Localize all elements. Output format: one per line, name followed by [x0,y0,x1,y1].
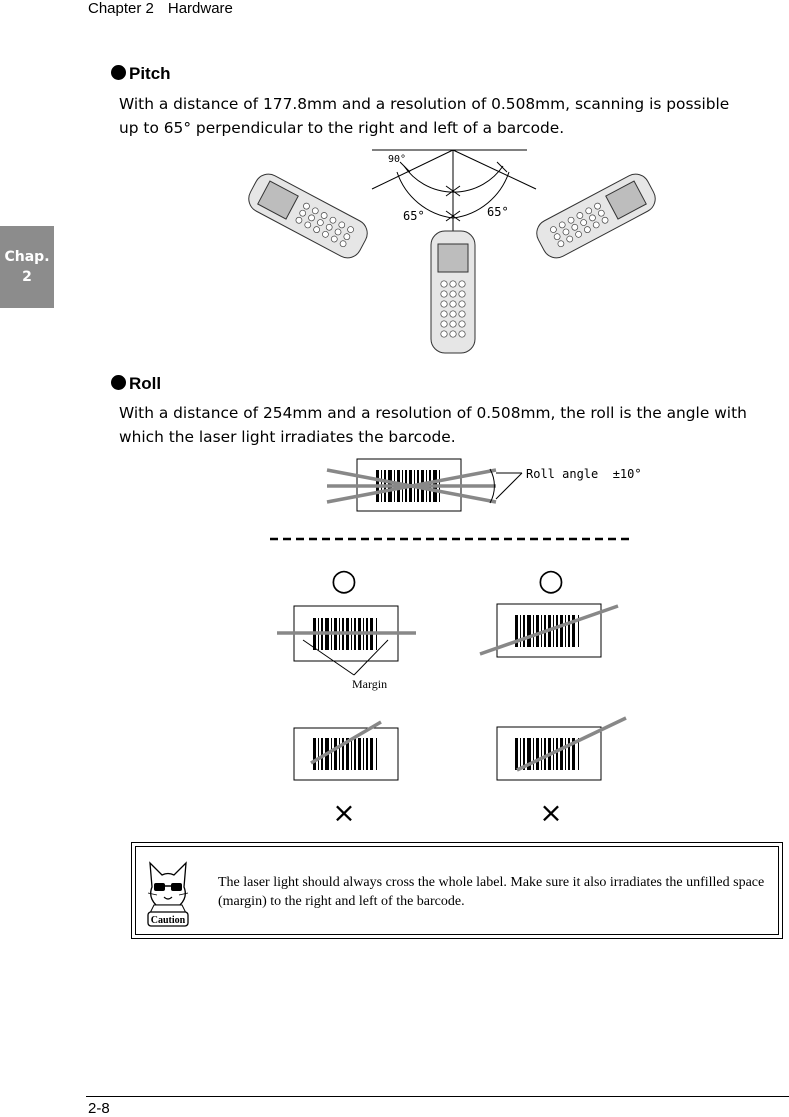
caution-text: The laser light should always cross the whole label. Make sure it also irradiates the unfilled space (margin) to the right and left of the barcode. [218,875,765,909]
bullet-icon [111,375,126,390]
chapter-title: Hardware [167,0,233,17]
roll-description [119,401,789,449]
angle-65-right-label: 65° [487,205,509,219]
caution-icon-label: Caution [150,915,186,926]
angle-90-label: 90° [388,154,407,165]
roll-text-line1: With a distance of 254mm and a resolution of 0.508mm, the roll is the angle with [119,404,747,422]
margin-label: Margin [352,677,388,691]
roll-title: Roll [129,374,162,393]
ng-example-steep-left [294,722,398,780]
ok-example-horizontal [277,606,416,691]
roll-angle-label: Roll angle ±10° [526,467,642,481]
roll-text-line2: which the laser light irradiates the barcode. [119,428,456,446]
caution-box [131,842,783,939]
ng-example-steep-right [497,718,626,780]
handheld-terminal-right [532,169,660,263]
roll-angle-diagram [327,459,642,511]
handheld-terminal-left [244,169,372,263]
chapter-tab-number: 2 [22,269,32,285]
caution-cat-icon [144,857,192,929]
ng-mark-right: × [539,796,563,829]
pitch-text-line2: up to 65° perpendicular to the right and left of a barcode. [119,119,565,137]
angle-65-left-label: 65° [403,209,425,223]
chapter-tab-label: Chap. [4,249,50,265]
footer-divider [86,1096,789,1097]
ok-mark-right: ○ [537,563,565,598]
ok-example-diagonal [480,604,618,657]
page-number: 2-8 [88,1100,110,1117]
chapter-label: Chapter 2 [88,0,154,17]
pitch-diagram [244,150,660,353]
ok-mark-left: ○ [330,563,358,598]
roll-heading [111,374,161,394]
ng-mark-left: × [332,796,356,829]
pitch-title: Pitch [129,64,171,83]
handheld-terminal-center [431,231,475,353]
pitch-text-line1: With a distance of 177.8mm and a resolution of 0.508mm, scanning is possible [119,95,730,113]
